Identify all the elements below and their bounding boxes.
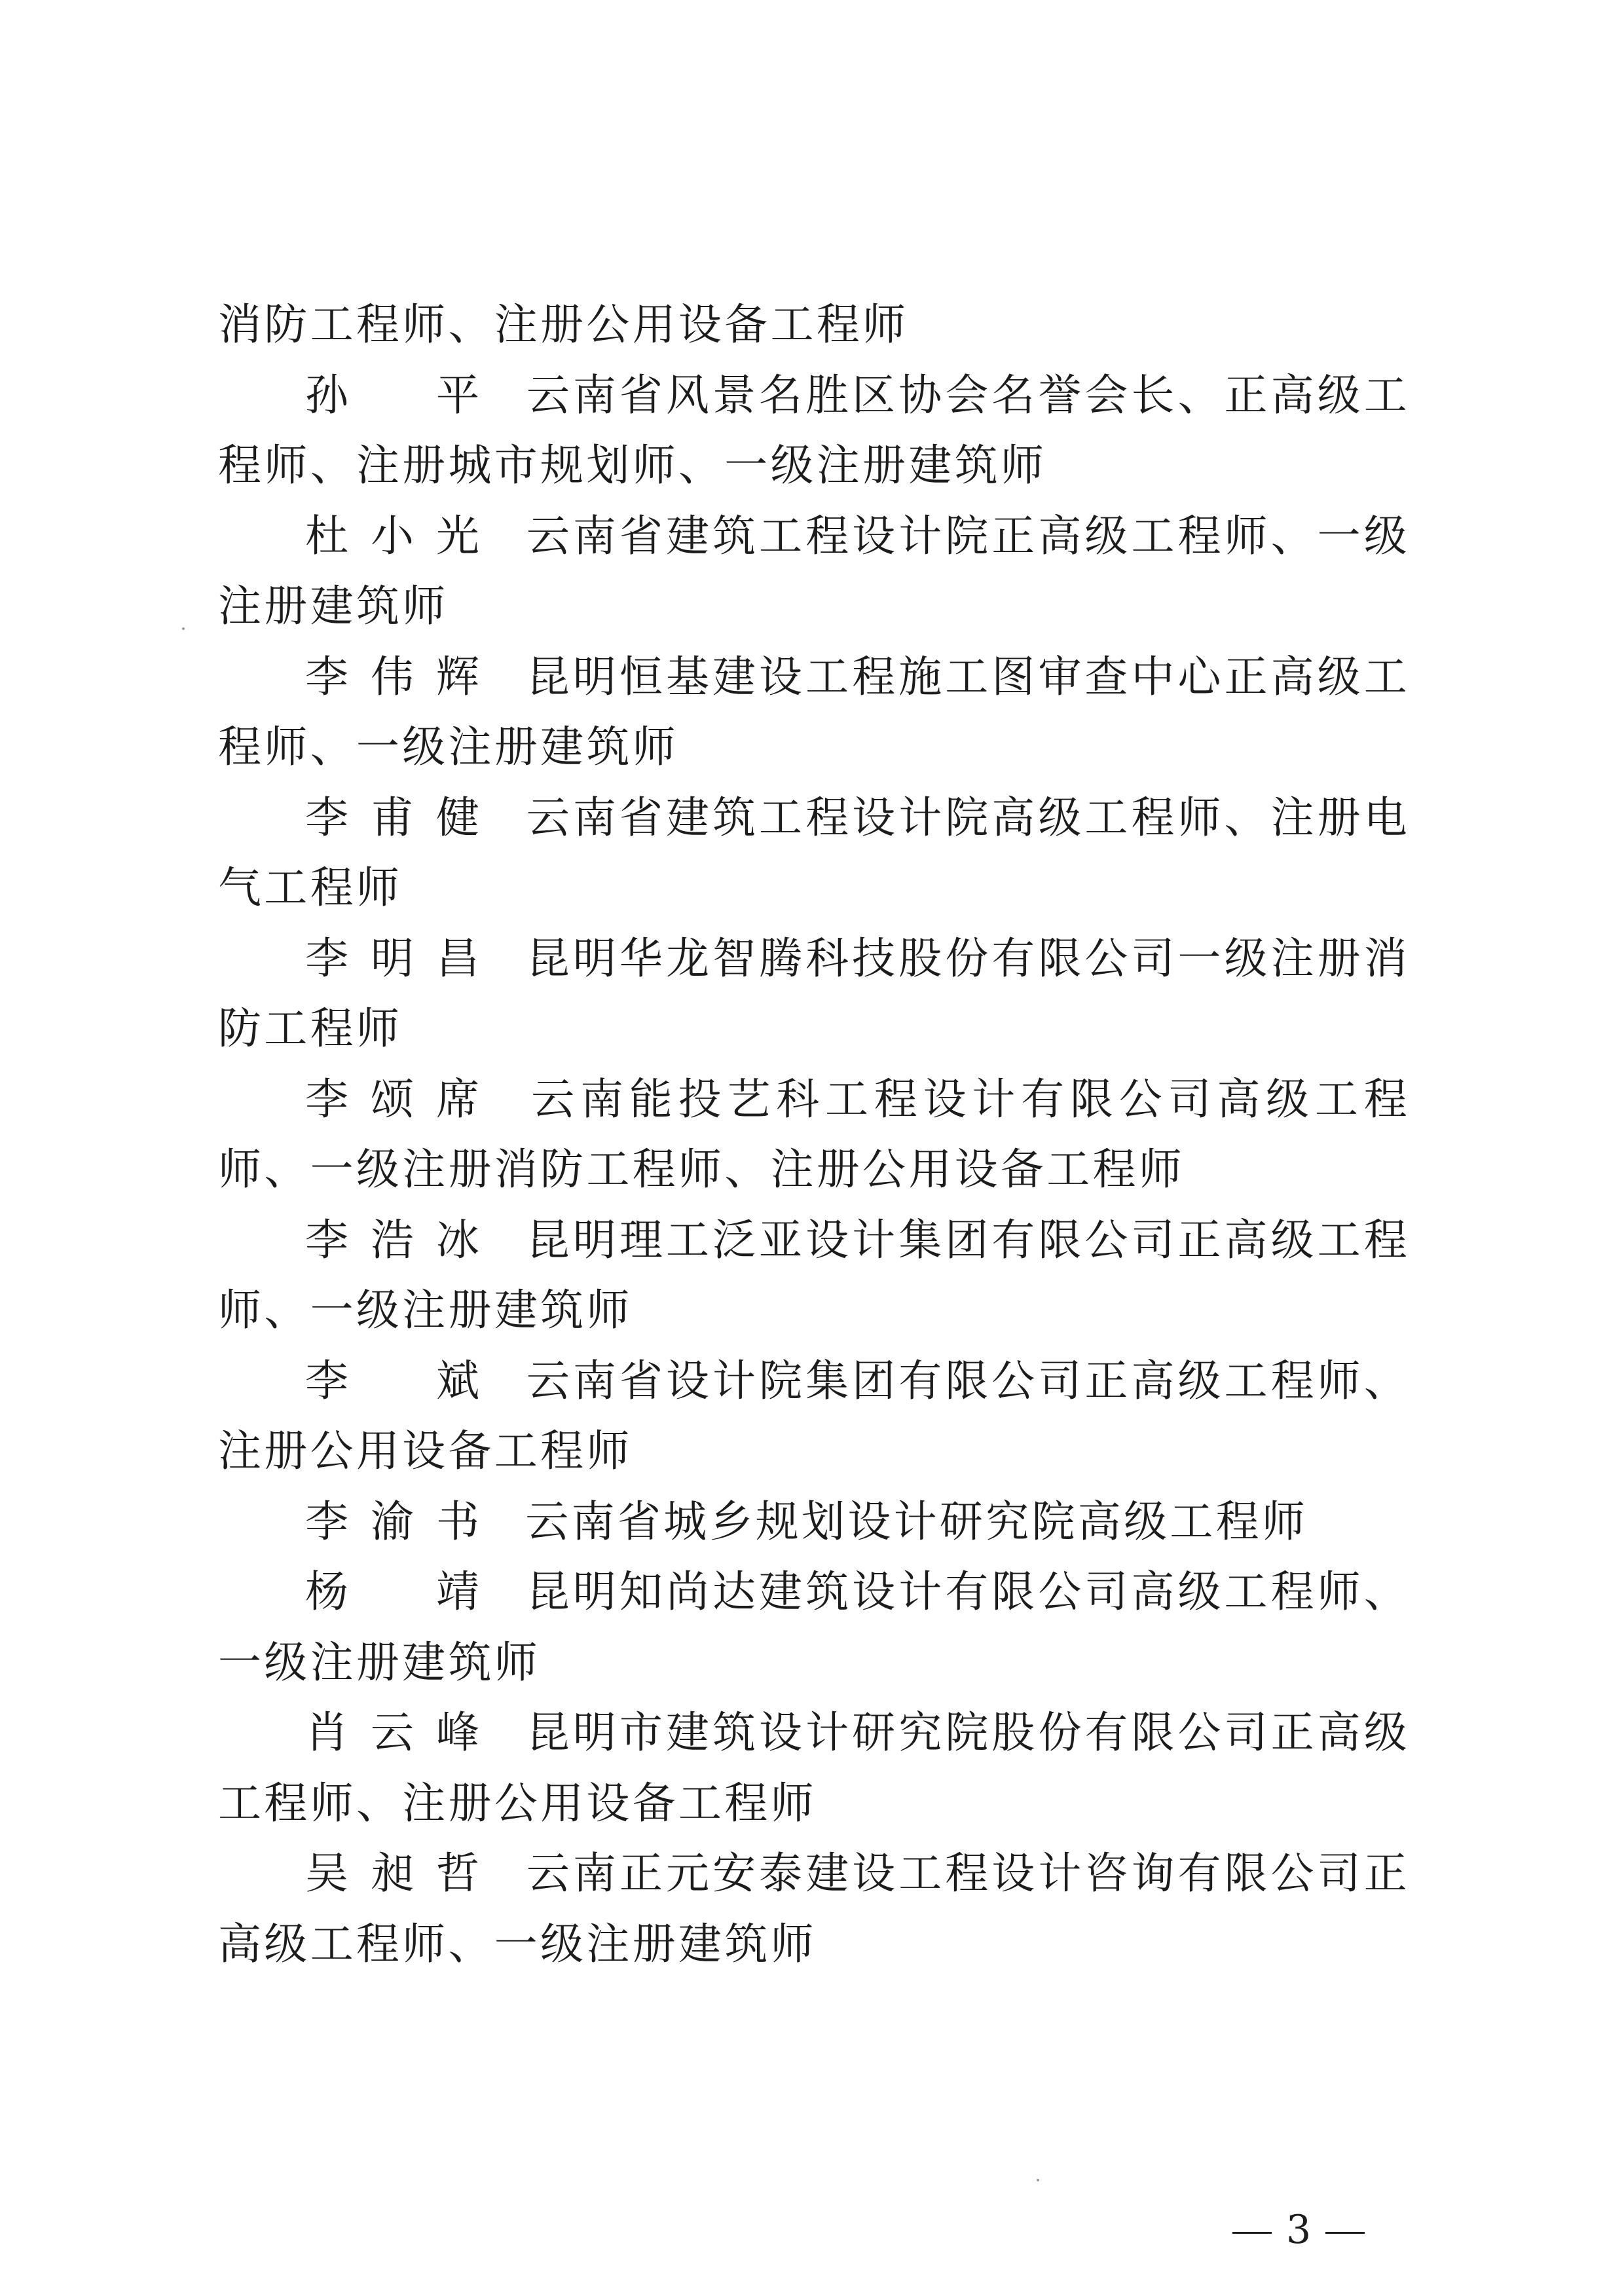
expert-description: 昆明理工泛亚设计集团有限公司正高级工程师、一级注册建筑师 — [218, 1214, 1410, 1335]
expert-description: 昆明华龙智腾科技股份有限公司一级注册消防工程师 — [218, 933, 1410, 1054]
expert-description: 云南省建筑工程设计院正高级工程师、一级注册建筑师 — [218, 510, 1410, 631]
expert-entry-li-songxi — [218, 1064, 1410, 1205]
expert-name: 杨 靖 — [305, 1566, 479, 1617]
expert-entry-li-yushu — [218, 1487, 1410, 1557]
expert-entry-li-mingchang — [218, 923, 1410, 1064]
expert-name: 李 斌 — [305, 1355, 479, 1406]
expert-description: 云南正元安泰建设工程设计咨询有限公司正高级工程师、一级注册建筑师 — [218, 1848, 1410, 1969]
scan-speck — [1037, 2179, 1039, 2181]
expert-entry-li-haobing — [218, 1205, 1410, 1346]
expert-name: 李甫健 — [305, 792, 479, 843]
expert-name: 李伟辉 — [305, 651, 479, 702]
expert-name: 吴昶哲 — [305, 1848, 479, 1898]
footer-dash-right — [1325, 2232, 1365, 2234]
expert-description: 昆明知尚达建筑设计有限公司高级工程师、一级注册建筑师 — [218, 1566, 1410, 1688]
footer-dash-left — [1232, 2232, 1272, 2234]
expert-name: 肖云峰 — [305, 1707, 479, 1758]
expert-description: 云南省建筑工程设计院高级工程师、注册电气工程师 — [218, 792, 1410, 913]
expert-name: 杜小光 — [305, 510, 479, 561]
expert-description: 云南省设计院集团有限公司正高级工程师、注册公用设备工程师 — [218, 1355, 1410, 1476]
page-number: 3 — [1286, 2207, 1312, 2253]
expert-entry-sun-ping — [218, 360, 1410, 501]
expert-description: 云南省风景名胜区协会名誉会长、正高级工程师、注册城市规划师、一级注册建筑师 — [218, 369, 1410, 491]
expert-description: 昆明恒基建设工程施工图审查中心正高级工程师、一级注册建筑师 — [218, 651, 1410, 772]
document-body — [218, 289, 1410, 1979]
expert-entry-wu-changzhe — [218, 1838, 1410, 1979]
expert-entry-li-weihui — [218, 642, 1410, 783]
continuation-text: 消防工程师、注册公用设备工程师 — [218, 299, 909, 350]
expert-name: 李颂席 — [305, 1073, 479, 1124]
expert-entry-du-xiaoguang — [218, 501, 1410, 642]
expert-description: 云南能投艺科工程设计有限公司高级工程师、一级注册消防工程师、注册公用设备工程师 — [218, 1073, 1410, 1194]
expert-entry-li-bin — [218, 1346, 1410, 1487]
expert-name: 李渝书 — [305, 1496, 479, 1547]
expert-entry-xiao-yunfeng — [218, 1697, 1410, 1838]
scan-speck — [182, 627, 185, 630]
expert-name: 李明昌 — [305, 933, 479, 984]
expert-entry-li-fujian — [218, 783, 1410, 923]
expert-name: 孙 平 — [305, 369, 479, 420]
expert-entry-yang-jing — [218, 1557, 1410, 1697]
expert-name: 李浩冰 — [305, 1214, 479, 1265]
expert-description: 昆明市建筑设计研究院股份有限公司正高级工程师、注册公用设备工程师 — [218, 1707, 1410, 1828]
expert-description: 云南省城乡规划设计研究院高级工程师 — [525, 1496, 1308, 1547]
page-number-footer — [1218, 2207, 1379, 2253]
